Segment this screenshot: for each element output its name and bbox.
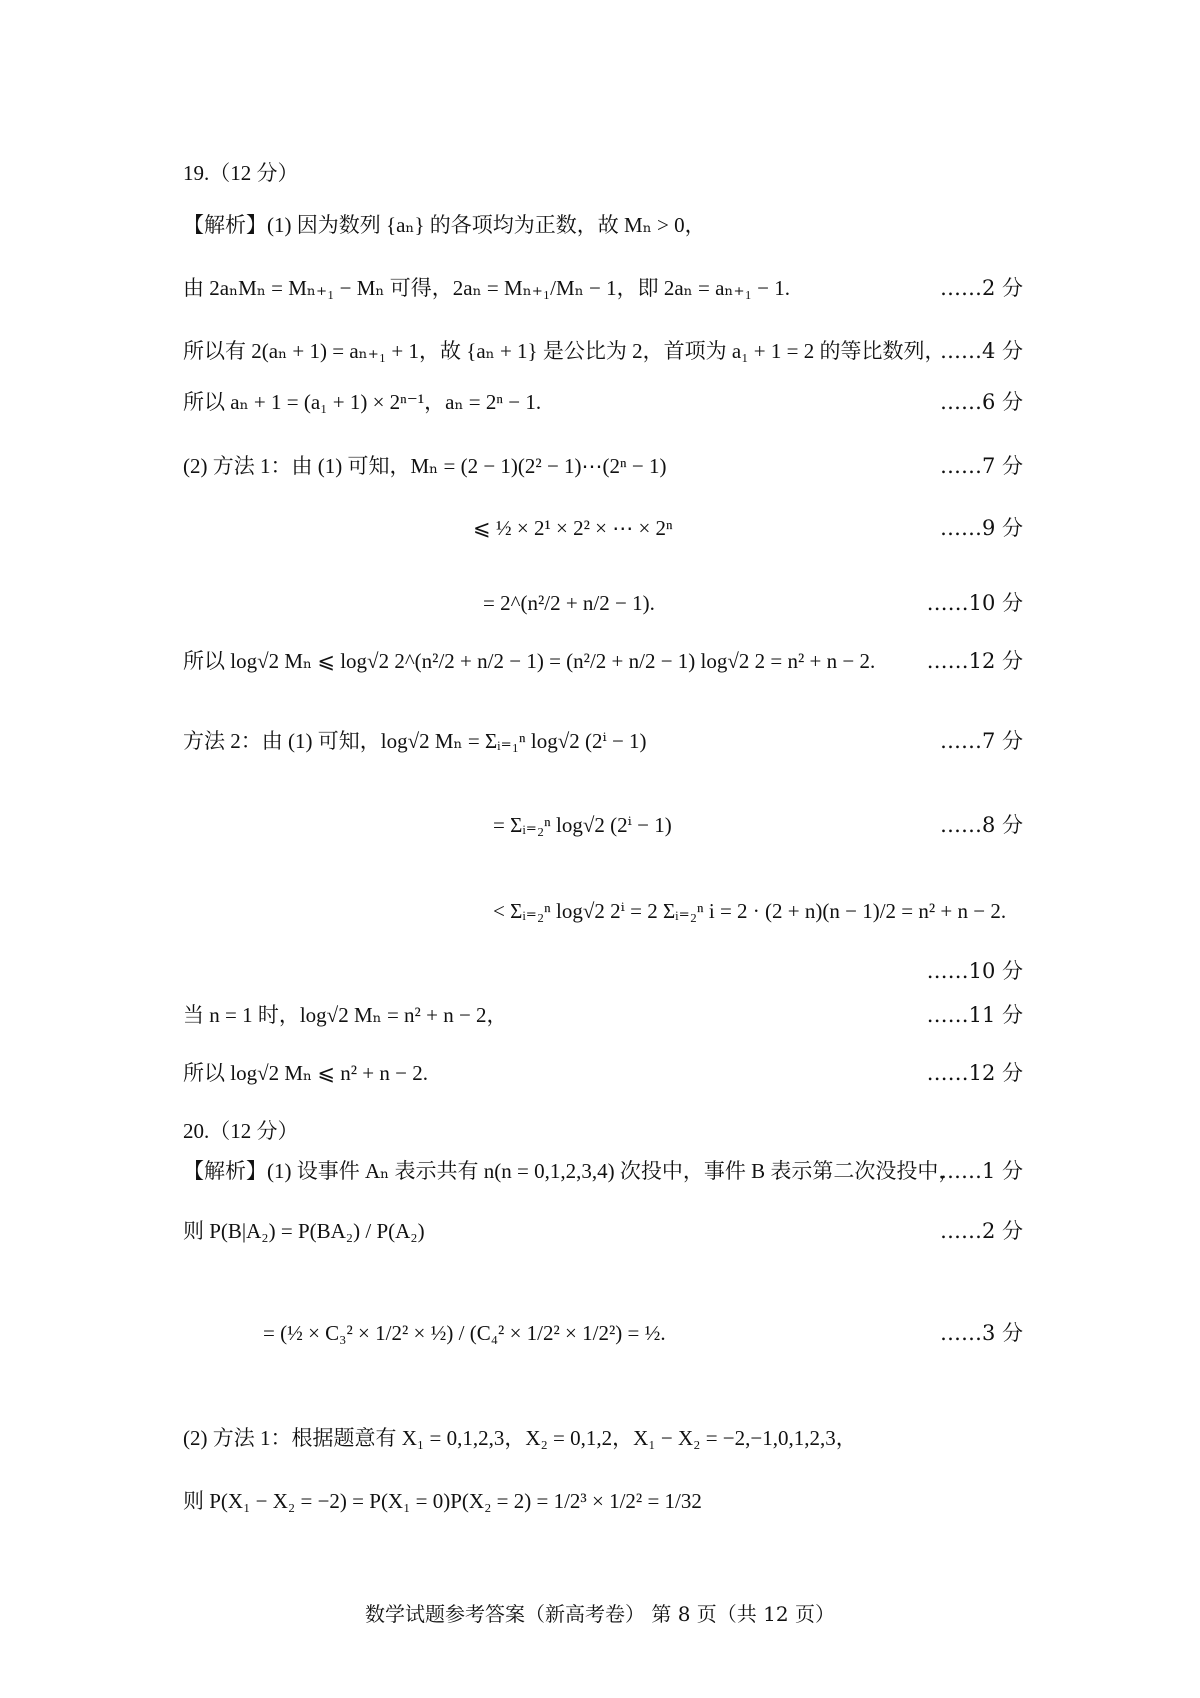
solution-text: 所以 log√2 Mₙ ⩽ n² + n − 2.: [183, 1061, 428, 1085]
solution-text: (2) 方法 1：由 (1) 可知，Mₙ = (2 − 1)(2² − 1)⋯(2ⁿ − 1): [183, 454, 667, 478]
solution-text: 当 n = 1 时，log√2 Mₙ = n² + n − 2，: [183, 1003, 508, 1027]
score-mark: ……12 分: [926, 1061, 1023, 1085]
solution-text: 【解析】(1) 因为数列 {aₙ} 的各项均为正数，故 Mₙ > 0，: [183, 213, 706, 237]
solution-text: 20.（12 分）: [183, 1119, 299, 1143]
score-mark: ……2 分: [939, 1219, 1023, 1243]
score-mark: ……11 分: [926, 1003, 1023, 1027]
score-mark: ……6 分: [939, 390, 1023, 414]
solution-text: = (½ × C₃² × 1/2² × ½) / (C₄² × 1/2² × 1/2²) = ½.: [263, 1321, 666, 1345]
score-mark: ……7 分: [939, 729, 1023, 753]
solution-text: 所以 aₙ + 1 = (a₁ + 1) × 2ⁿ⁻¹，aₙ = 2ⁿ − 1.: [183, 390, 542, 414]
solution-text: = Σᵢ₌₂ⁿ log√2 (2ⁱ − 1): [493, 813, 672, 837]
solution-text: 由 2aₙMₙ = Mₙ₊₁ − Mₙ 可得，2aₙ = Mₙ₊₁/Mₙ − 1，即 2aₙ = aₙ₊₁ − 1.: [183, 276, 791, 300]
solution-text: 【解析】(1) 设事件 Aₙ 表示共有 n(n = 0,1,2,3,4) 次投中，事件 B 表示第二次没投中，: [183, 1159, 960, 1183]
solution-text: 19.（12 分）: [183, 161, 299, 185]
solution-text: = 2^(n²/2 + n/2 − 1).: [483, 591, 655, 615]
page-footer: 数学试题参考答案（新高考卷） 第 8 页（共 12 页）: [365, 1602, 835, 1626]
solution-text: < Σᵢ₌₂ⁿ log√2 2ⁱ = 2 Σᵢ₌₂ⁿ i = 2 · (2 + n)(n − 1)/2 = n² + n − 2.: [493, 899, 1007, 923]
score-mark: ……3 分: [939, 1321, 1023, 1345]
solution-text: 所以有 2(aₙ + 1) = aₙ₊₁ + 1，故 {aₙ + 1} 是公比为 2，首项为 a₁ + 1 = 2 的等比数列，: [183, 339, 946, 363]
score-mark: ……4 分: [939, 339, 1023, 363]
score-mark: ……10 分: [926, 959, 1023, 983]
solution-text: 则 P(X₁ − X₂ = −2) = P(X₁ = 0)P(X₂ = 2) = 1/2³ × 1/2² = 1/32: [183, 1489, 702, 1513]
solution-text: ⩽ ½ × 2¹ × 2² × ⋯ × 2ⁿ: [473, 516, 673, 540]
score-mark: ……10 分: [926, 591, 1023, 615]
score-mark: ……7 分: [939, 454, 1023, 478]
score-mark: ……9 分: [939, 516, 1023, 540]
solution-text: 则 P(B|A₂) = P(BA₂) / P(A₂): [183, 1219, 425, 1243]
score-mark: ……12 分: [926, 649, 1023, 673]
solution-text: (2) 方法 1：根据题意有 X₁ = 0,1,2,3，X₂ = 0,1,2，X₁ − X₂ = −2,−1,0,1,2,3，: [183, 1426, 857, 1450]
score-mark: ……1 分: [939, 1159, 1023, 1183]
score-mark: ……8 分: [939, 813, 1023, 837]
solution-text: 所以 log√2 Mₙ ⩽ log√2 2^(n²/2 + n/2 − 1) = (n²/2 + n/2 − 1) log√2 2 = n² + n − 2.: [183, 649, 876, 673]
solution-text: 方法 2：由 (1) 可知，log√2 Mₙ = Σᵢ₌₁ⁿ log√2 (2ⁱ − 1): [183, 729, 647, 753]
score-mark: ……2 分: [939, 276, 1023, 300]
